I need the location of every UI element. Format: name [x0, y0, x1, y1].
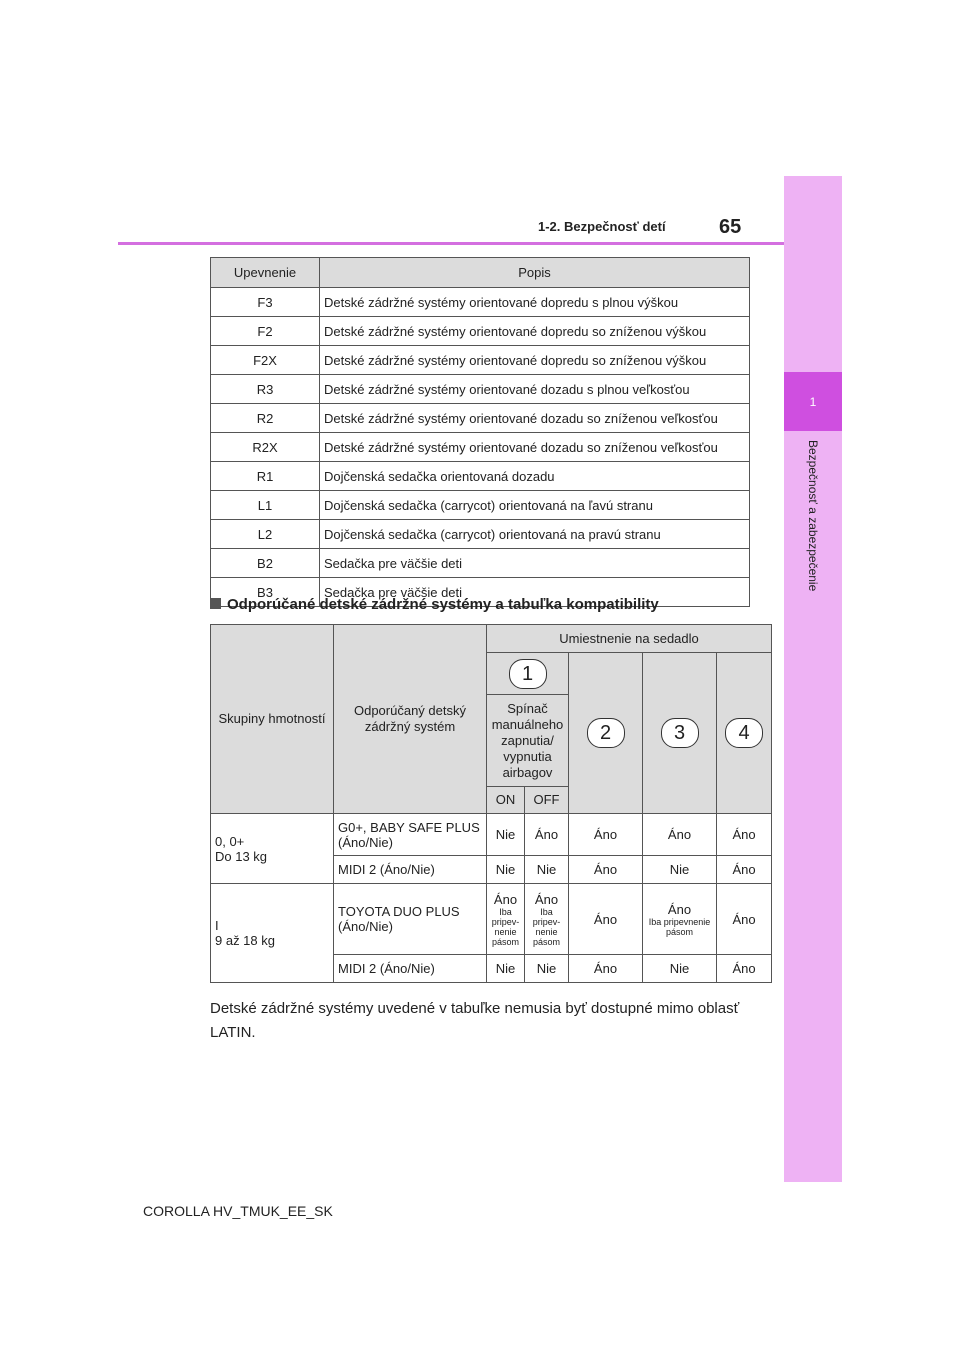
mount-desc: Detské zádržné systémy orientované dopredu s plnou výškou [320, 288, 750, 317]
table-row [211, 346, 750, 375]
mounting-table [210, 257, 750, 607]
section-heading [210, 596, 659, 613]
seat-3-header [643, 653, 717, 814]
mount-desc: Detské zádržné systémy orientované dozadu so zníženou veľkosťou [320, 433, 750, 462]
mount-desc: Dojčenská sedačka orientovaná dozadu [320, 462, 750, 491]
table-row [211, 375, 750, 404]
footer-model-code: COROLLA HV_TMUK_EE_SK [143, 1203, 333, 1219]
cell-seat-3: Nie [643, 955, 717, 983]
table-row [211, 404, 750, 433]
header-off: OFF [525, 787, 569, 814]
mount-desc: Sedačka pre väčšie deti [320, 578, 750, 607]
cell-seat-2: Áno [569, 814, 643, 856]
mount-code: B3 [211, 578, 320, 607]
table-row [211, 520, 750, 549]
mount-desc: Dojčenská sedačka (carrycot) orientovaná na ľavú stranu [320, 491, 750, 520]
table-row [211, 549, 750, 578]
section-title: 1-2. Bezpečnosť detí [538, 219, 666, 234]
seat-number-1: 1 [509, 659, 547, 689]
system-name: MIDI 2 (Áno/Nie) [334, 856, 487, 884]
mounting-table-header [211, 258, 750, 288]
cell-on-value: Áno [493, 891, 518, 907]
mount-code: F2 [211, 317, 320, 346]
section-heading-text: Odporúčané detské zádržné systémy a tabuľka kompatibility [227, 596, 659, 613]
side-strip [784, 176, 842, 1182]
mount-desc: Detské zádržné systémy orientované dopredu so zníženou výškou [320, 317, 750, 346]
weight-group-name: I [215, 918, 219, 933]
table-row [211, 288, 750, 317]
cell-on [487, 884, 525, 955]
cell-off-value: Áno [534, 891, 559, 907]
header-rule [118, 242, 784, 245]
system-name: G0+, BABY SAFE PLUS (Áno/Nie) [334, 814, 487, 856]
cell-seat-3-value: Áno [667, 901, 692, 917]
table-row [211, 814, 772, 856]
weight-group [211, 814, 334, 884]
cell-seat-4: Áno [717, 955, 772, 983]
cell-off: Áno [525, 814, 569, 856]
mount-desc: Detské zádržné systémy orientované dopredu so zníženou výškou [320, 346, 750, 375]
seat-4-header [717, 653, 772, 814]
seat-number-2: 2 [587, 718, 625, 748]
weight-group-range: 9 až 18 kg [215, 933, 275, 948]
compatibility-table [210, 624, 772, 983]
mount-code: R2 [211, 404, 320, 433]
header-recommended-system: Odporúčaný detský zádržný systém [334, 625, 487, 814]
cell-seat-4: Áno [717, 814, 772, 856]
mount-code: F2X [211, 346, 320, 375]
mount-code: L2 [211, 520, 320, 549]
header-on: ON [487, 787, 525, 814]
table-row [211, 491, 750, 520]
cell-on: Nie [487, 856, 525, 884]
header-seat-position: Umiestnenie na sedadlo [487, 625, 772, 653]
mount-code: R3 [211, 375, 320, 404]
cell-off-note: Iba pripev-nenie pásom [532, 906, 561, 947]
cell-on-note: Iba pripev-nenie pásom [491, 906, 520, 947]
header-weight-groups: Skupiny hmotností [211, 625, 334, 814]
cell-seat-3: Nie [643, 856, 717, 884]
cell-off: Nie [525, 955, 569, 983]
cell-on: Nie [487, 814, 525, 856]
cell-off: Nie [525, 856, 569, 884]
mount-code: F3 [211, 288, 320, 317]
cell-seat-2: Áno [569, 856, 643, 884]
cell-seat-3-note: Iba pripevnenie pásom [648, 916, 711, 937]
seat-1-header [487, 653, 569, 695]
system-name: MIDI 2 (Áno/Nie) [334, 955, 487, 983]
cell-off [525, 884, 569, 955]
seat-number-3: 3 [661, 718, 699, 748]
page-number: 65 [719, 216, 742, 238]
chapter-tab-label: Bezpečnosť a zabezpečenie [806, 440, 820, 592]
table-row [211, 884, 772, 955]
header-description: Popis [320, 258, 750, 288]
system-name: TOYOTA DUO PLUS (Áno/Nie) [334, 884, 487, 955]
mount-code: R2X [211, 433, 320, 462]
table-row [211, 433, 750, 462]
weight-group-range: Do 13 kg [215, 848, 268, 864]
weight-group [211, 884, 334, 983]
mount-desc: Dojčenská sedačka (carrycot) orientovaná na pravú stranu [320, 520, 750, 549]
mount-code: B2 [211, 549, 320, 578]
cell-seat-2: Áno [569, 884, 643, 955]
table-row [211, 462, 750, 491]
mount-code: L1 [211, 491, 320, 520]
weight-group-name: 0, 0+ [215, 833, 245, 849]
mount-desc: Detské zádržné systémy orientované dozadu s plnou veľkosťou [320, 375, 750, 404]
cell-on: Nie [487, 955, 525, 983]
mount-desc: Sedačka pre väčšie deti [320, 549, 750, 578]
mount-desc: Detské zádržné systémy orientované dozadu so zníženou veľkosťou [320, 404, 750, 433]
cell-seat-4: Áno [717, 884, 772, 955]
cell-seat-4: Áno [717, 856, 772, 884]
seat-2-header [569, 653, 643, 814]
cell-seat-2: Áno [569, 955, 643, 983]
header-airbag-switch: Spínač manuálneho zapnutia/ vypnutia airbagov [487, 695, 569, 787]
table-row [211, 317, 750, 346]
compat-header-row [211, 625, 772, 653]
cell-seat-3 [643, 884, 717, 955]
header-mounting: Upevnenie [211, 258, 320, 288]
availability-note: Detské zádržné systémy uvedené v tabuľke nemusia byť dostupné mimo oblasť LATIN. [210, 1000, 740, 1041]
cell-seat-3: Áno [643, 814, 717, 856]
seat-number-4: 4 [725, 718, 763, 748]
square-bullet-icon [210, 598, 221, 609]
chapter-tab-number: 1 [809, 394, 817, 409]
mount-code: R1 [211, 462, 320, 491]
